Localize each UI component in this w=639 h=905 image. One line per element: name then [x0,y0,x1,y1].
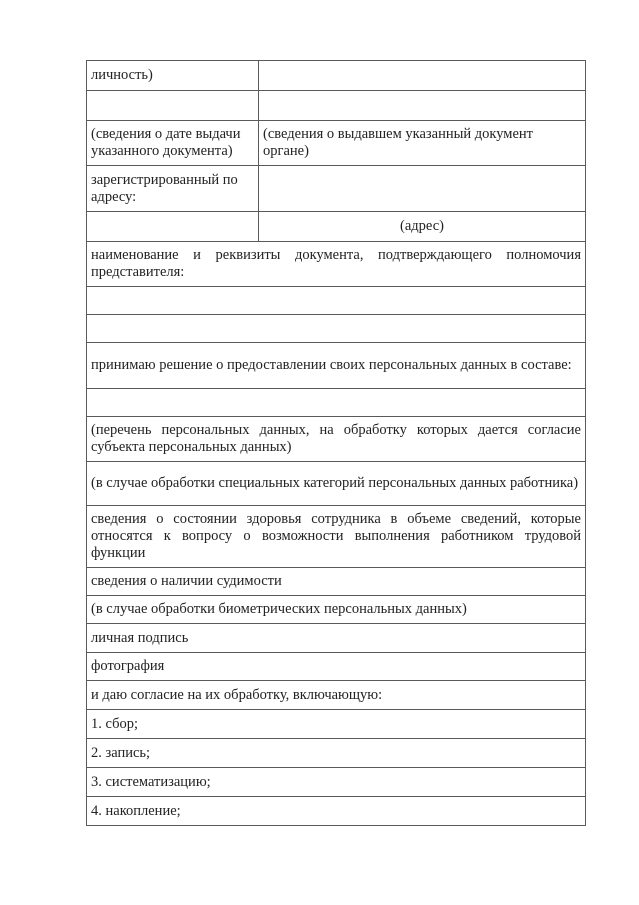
table-row [87,462,586,506]
table-row [87,797,586,826]
personal-data-list-caption: (перечень персональных данных, на обработку которых дается согласие субъекта персональных данных) [87,417,586,462]
processing-step-item: 3. систематизацию; [87,768,586,797]
decision-statement: принимаю решение о предоставлении своих персональных данных в составе: [87,343,586,389]
representative-document-label: наименование и реквизиты документа, подтверждающего полномочия представителя: [87,242,586,287]
empty-cell [87,389,586,417]
table-row [87,568,586,596]
consent-statement: и даю согласие на их обработку, включающую: [87,681,586,710]
identity-value-cell [259,61,586,91]
table-row [87,242,586,287]
table-row [87,624,586,653]
table-row [87,91,586,121]
table-row [87,506,586,568]
empty-cell [87,212,259,242]
empty-cell [87,287,586,315]
issue-date-caption: (сведения о дате выдачи указанного документа) [87,121,259,166]
health-info-item: сведения о состоянии здоровья сотрудника в объеме сведений, которые относятся к вопросу о возможности выполнения работником трудовой функции [87,506,586,568]
table-row [87,739,586,768]
empty-cell [87,91,259,121]
table-row [87,121,586,166]
processing-step-item: 1. сбор; [87,710,586,739]
special-categories-caption: (в случае обработки специальных категорий персональных данных работника) [87,462,586,506]
biometric-caption: (в случае обработки биометрических персональных данных) [87,596,586,624]
table-row [87,166,586,212]
empty-cell [259,91,586,121]
table-row [87,389,586,417]
consent-form-table [86,60,586,826]
processing-step-item: 2. запись; [87,739,586,768]
registered-address-value [259,166,586,212]
table-row [87,681,586,710]
table-row [87,343,586,389]
processing-step-item: 4. накопление; [87,797,586,826]
table-row [87,596,586,624]
registered-address-label: зарегистрированный по адресу: [87,166,259,212]
empty-cell [87,315,586,343]
issuing-authority-caption: (сведения о выдавшем указанный документ органе) [259,121,586,166]
photo-item: фотография [87,653,586,681]
table-row [87,315,586,343]
table-row [87,287,586,315]
address-caption: (адрес) [259,212,586,242]
table-row [87,710,586,739]
table-row [87,212,586,242]
table-row [87,417,586,462]
table-row [87,61,586,91]
table-row [87,768,586,797]
criminal-record-item: сведения о наличии судимости [87,568,586,596]
signature-item: личная подпись [87,624,586,653]
table-row [87,653,586,681]
identity-label-cell: личность) [87,61,259,91]
